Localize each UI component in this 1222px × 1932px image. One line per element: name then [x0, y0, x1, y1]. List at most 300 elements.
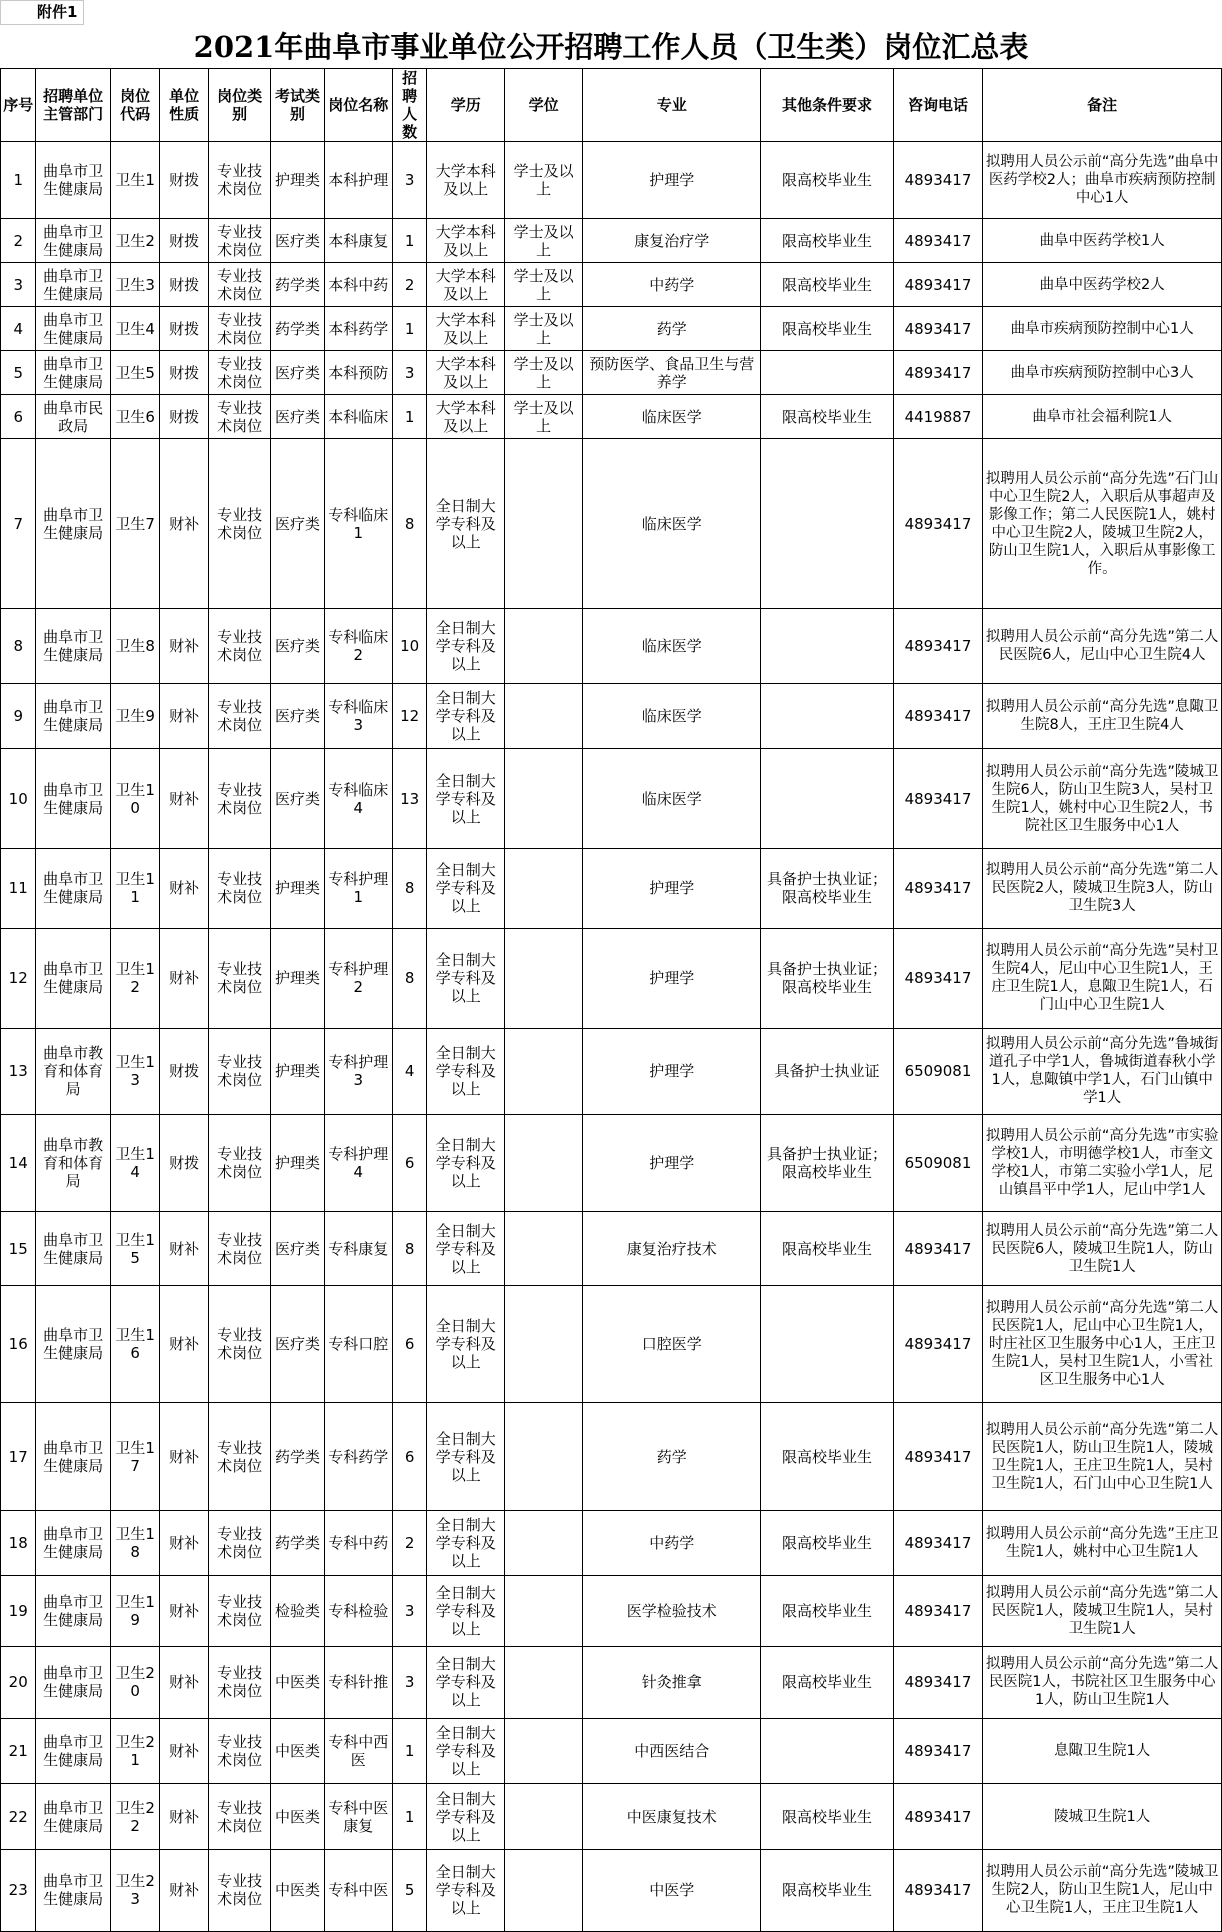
cell-remarks: 拟聘用人员公示前“高分先选”石门山中心卫生院2人，入职后从事超声及影像工作；第二人民医院1人，姚村中心卫生院2人，陵城卫生院2人，防山卫生院1人，入职后从事影像工作。: [983, 439, 1222, 609]
cell-major: 口腔医学: [583, 1286, 761, 1402]
cell-code: 卫生22: [110, 1784, 160, 1849]
cell-post: 本科预防: [324, 351, 392, 395]
cell-remarks: 曲阜市社会福利院1人: [983, 395, 1222, 439]
cell-count: 1: [393, 395, 427, 439]
table-row: [1, 439, 1222, 609]
cell-education: 全日制大学专科及以上: [427, 1784, 505, 1849]
cell-major: 中医学: [583, 1849, 761, 1931]
top-bar: [0, 0, 1222, 25]
cell-count: 8: [393, 849, 427, 929]
cell-code: 卫生5: [110, 351, 160, 395]
cell-education: 全日制大学专科及以上: [427, 749, 505, 849]
cell-nature: 财拨: [160, 142, 208, 219]
cell-index: 5: [1, 351, 36, 395]
cell-dept: 曲阜市教育和体育局: [36, 1028, 110, 1115]
cell-count: 12: [393, 683, 427, 748]
cell-major: 药学: [583, 1402, 761, 1510]
cell-degree: [505, 928, 583, 1028]
table-row: [1, 395, 1222, 439]
cell-degree: [505, 1576, 583, 1646]
cell-degree: [505, 849, 583, 929]
cell-dept: 曲阜市卫生健康局: [36, 1719, 110, 1784]
cell-post: 专科护理1: [324, 849, 392, 929]
page-title: 2021年曲阜市事业单位公开招聘工作人员（卫生类）岗位汇总表: [193, 30, 1029, 64]
cell-phone: 4893417: [893, 1646, 983, 1719]
cell-post: 本科康复: [324, 219, 392, 263]
cell-degree: [505, 1286, 583, 1402]
cell-category: 专业技术岗位: [208, 1211, 271, 1286]
cell-remarks: 曲阜中医药学校1人: [983, 219, 1222, 263]
cell-dept: 曲阜市卫生健康局: [36, 307, 110, 351]
cell-remarks: 拟聘用人员公示前“高分先选”市实验学校1人，市明德学校1人，市奎文学校1人，市第二实验小学1人，尼山镇昌平中学1人，尼山中学1人: [983, 1115, 1222, 1211]
cell-count: 5: [393, 1849, 427, 1931]
cell-category: 专业技术岗位: [208, 928, 271, 1028]
cell-dept: 曲阜市卫生健康局: [36, 1576, 110, 1646]
cell-code: 卫生10: [110, 749, 160, 849]
cell-major: 预防医学、食品卫生与营养学: [583, 351, 761, 395]
cell-remarks: 拟聘用人员公示前“高分先选”第二人民医院1人，防山卫生院1人，陵城卫生院1人，王庄卫生院1人，吴村卫生院1人，石门山中心卫生院1人: [983, 1402, 1222, 1510]
cell-phone: 4893417: [893, 142, 983, 219]
cell-nature: 财拨: [160, 351, 208, 395]
cell-remarks: 拟聘用人员公示前“高分先选”第二人民医院6人，陵城卫生院1人，防山卫生院1人: [983, 1211, 1222, 1286]
cell-education: 全日制大学专科及以上: [427, 1511, 505, 1576]
table-row: [1, 142, 1222, 219]
table-row: [1, 1646, 1222, 1719]
cell-count: 13: [393, 749, 427, 849]
cell-post: 专科护理3: [324, 1028, 392, 1115]
cell-code: 卫生23: [110, 1849, 160, 1931]
cell-education: 大学本科及以上: [427, 142, 505, 219]
cell-dept: 曲阜市卫生健康局: [36, 1402, 110, 1510]
cell-phone: 4893417: [893, 1719, 983, 1784]
cell-category: 专业技术岗位: [208, 1402, 271, 1510]
cell-exam: 医疗类: [271, 683, 324, 748]
cell-dept: 曲阜市卫生健康局: [36, 1511, 110, 1576]
cell-index: 22: [1, 1784, 36, 1849]
cell-major: 中药学: [583, 263, 761, 307]
cell-education: 全日制大学专科及以上: [427, 1028, 505, 1115]
cell-remarks: 拟聘用人员公示前“高分先选”鲁城街道孔子中学1人，鲁城街道春秋小学1人，息陬镇中学1人，石门山镇中学1人: [983, 1028, 1222, 1115]
table-row: [1, 351, 1222, 395]
cell-dept: 曲阜市民政局: [36, 395, 110, 439]
cell-index: 1: [1, 142, 36, 219]
cell-major: 中医康复技术: [583, 1784, 761, 1849]
cell-code: 卫生1: [110, 142, 160, 219]
cell-post: 专科药学: [324, 1402, 392, 1510]
cell-index: 10: [1, 749, 36, 849]
cell-conditions: 限高校毕业生: [761, 1849, 893, 1931]
cell-phone: 4893417: [893, 1849, 983, 1931]
cell-remarks: 息陬卫生院1人: [983, 1719, 1222, 1784]
table-row: [1, 849, 1222, 929]
cell-category: 专业技术岗位: [208, 307, 271, 351]
positions-table: [0, 68, 1222, 1932]
cell-code: 卫生7: [110, 439, 160, 609]
cell-category: 专业技术岗位: [208, 1286, 271, 1402]
cell-exam: 医疗类: [271, 749, 324, 849]
cell-conditions: 具备护士执业证；限高校毕业生: [761, 849, 893, 929]
cell-degree: [505, 1402, 583, 1510]
cell-count: 6: [393, 1115, 427, 1211]
cell-post: 专科中医康复: [324, 1784, 392, 1849]
cell-code: 卫生17: [110, 1402, 160, 1510]
cell-education: 全日制大学专科及以上: [427, 849, 505, 929]
cell-conditions: 限高校毕业生: [761, 395, 893, 439]
cell-remarks: 拟聘用人员公示前“高分先选”息陬卫生院8人，王庄卫生院4人: [983, 683, 1222, 748]
cell-remarks: 拟聘用人员公示前“高分先选”陵城卫生院2人，防山卫生院1人，尼山中心卫生院1人，王庄卫生院1人: [983, 1849, 1222, 1931]
cell-nature: 财补: [160, 1784, 208, 1849]
cell-remarks: 曲阜市疾病预防控制中心3人: [983, 351, 1222, 395]
cell-conditions: 限高校毕业生: [761, 1784, 893, 1849]
cell-degree: [505, 1719, 583, 1784]
cell-post: 专科针推: [324, 1646, 392, 1719]
cell-nature: 财补: [160, 609, 208, 684]
cell-index: 20: [1, 1646, 36, 1719]
cell-phone: 4893417: [893, 1576, 983, 1646]
cell-exam: 医疗类: [271, 439, 324, 609]
cell-index: 14: [1, 1115, 36, 1211]
cell-education: 全日制大学专科及以上: [427, 1286, 505, 1402]
cell-education: 大学本科及以上: [427, 395, 505, 439]
cell-dept: 曲阜市卫生健康局: [36, 1784, 110, 1849]
cell-nature: 财补: [160, 439, 208, 609]
cell-category: 专业技术岗位: [208, 1784, 271, 1849]
cell-nature: 财拨: [160, 263, 208, 307]
cell-code: 卫生20: [110, 1646, 160, 1719]
cell-exam: 护理类: [271, 142, 324, 219]
table-row: [1, 683, 1222, 748]
cell-phone: 4893417: [893, 1511, 983, 1576]
cell-category: 专业技术岗位: [208, 1115, 271, 1211]
cell-exam: 医疗类: [271, 609, 324, 684]
cell-index: 12: [1, 928, 36, 1028]
cell-exam: 护理类: [271, 1115, 324, 1211]
cell-remarks: 拟聘用人员公示前“高分先选”第二人民医院1人，尼山中心卫生院1人，时庄社区卫生服务中心1人，王庄卫生院1人，吴村卫生院1人，小雪社区卫生服务中心1人: [983, 1286, 1222, 1402]
cell-count: 1: [393, 219, 427, 263]
cell-code: 卫生9: [110, 683, 160, 748]
cell-index: 3: [1, 263, 36, 307]
table-row: [1, 609, 1222, 684]
cell-dept: 曲阜市卫生健康局: [36, 1849, 110, 1931]
cell-exam: 护理类: [271, 1028, 324, 1115]
cell-nature: 财补: [160, 1576, 208, 1646]
cell-education: 大学本科及以上: [427, 263, 505, 307]
cell-category: 专业技术岗位: [208, 351, 271, 395]
cell-count: 1: [393, 1719, 427, 1784]
cell-nature: 财补: [160, 1286, 208, 1402]
table-row: [1, 1402, 1222, 1510]
cell-phone: 6509081: [893, 1028, 983, 1115]
cell-major: 临床医学: [583, 395, 761, 439]
cell-degree: [505, 1211, 583, 1286]
cell-category: 专业技术岗位: [208, 263, 271, 307]
cell-phone: 6509081: [893, 1115, 983, 1211]
cell-exam: 医疗类: [271, 395, 324, 439]
table-row: [1, 307, 1222, 351]
cell-conditions: [761, 1719, 893, 1784]
cell-count: 3: [393, 142, 427, 219]
cell-code: 卫生15: [110, 1211, 160, 1286]
cell-education: 全日制大学专科及以上: [427, 1849, 505, 1931]
cell-category: 专业技术岗位: [208, 683, 271, 748]
cell-conditions: 限高校毕业生: [761, 219, 893, 263]
cell-remarks: 拟聘用人员公示前“高分先选”第二人民医院1人，陵城卫生院1人，吴村卫生院1人: [983, 1576, 1222, 1646]
cell-major: 临床医学: [583, 683, 761, 748]
cell-major: 护理学: [583, 849, 761, 929]
cell-index: 11: [1, 849, 36, 929]
cell-major: 护理学: [583, 1115, 761, 1211]
table-row: [1, 749, 1222, 849]
cell-phone: 4893417: [893, 439, 983, 609]
cell-exam: 医疗类: [271, 1286, 324, 1402]
cell-dept: 曲阜市教育和体育局: [36, 1115, 110, 1211]
cell-degree: 学士及以上: [505, 351, 583, 395]
cell-index: 18: [1, 1511, 36, 1576]
cell-conditions: 限高校毕业生: [761, 1211, 893, 1286]
cell-category: 专业技术岗位: [208, 749, 271, 849]
cell-count: 6: [393, 1286, 427, 1402]
cell-count: 2: [393, 1511, 427, 1576]
cell-exam: 检验类: [271, 1576, 324, 1646]
cell-degree: [505, 1115, 583, 1211]
cell-code: 卫生18: [110, 1511, 160, 1576]
cell-exam: 中医类: [271, 1784, 324, 1849]
cell-exam: 药学类: [271, 263, 324, 307]
cell-degree: [505, 1511, 583, 1576]
cell-nature: 财拨: [160, 1115, 208, 1211]
cell-remarks: 拟聘用人员公示前“高分先选”曲阜中医药学校2人；曲阜市疾病预防控制中心1人: [983, 142, 1222, 219]
cell-phone: 4893417: [893, 263, 983, 307]
cell-category: 专业技术岗位: [208, 609, 271, 684]
cell-degree: [505, 1784, 583, 1849]
cell-phone: 4893417: [893, 351, 983, 395]
cell-nature: 财补: [160, 1402, 208, 1510]
cell-conditions: [761, 609, 893, 684]
cell-dept: 曲阜市卫生健康局: [36, 609, 110, 684]
cell-post: 专科口腔: [324, 1286, 392, 1402]
cell-nature: 财拨: [160, 395, 208, 439]
cell-code: 卫生2: [110, 219, 160, 263]
cell-phone: 4893417: [893, 1211, 983, 1286]
cell-code: 卫生14: [110, 1115, 160, 1211]
cell-degree: [505, 749, 583, 849]
cell-category: 专业技术岗位: [208, 395, 271, 439]
cell-post: 专科中医: [324, 1849, 392, 1931]
cell-education: 全日制大学专科及以上: [427, 928, 505, 1028]
cell-count: 1: [393, 307, 427, 351]
cell-post: 专科中西医: [324, 1719, 392, 1784]
cell-index: 17: [1, 1402, 36, 1510]
cell-conditions: 限高校毕业生: [761, 263, 893, 307]
cell-category: 专业技术岗位: [208, 439, 271, 609]
cell-category: 专业技术岗位: [208, 1719, 271, 1784]
cell-count: 10: [393, 609, 427, 684]
cell-remarks: 曲阜市疾病预防控制中心1人: [983, 307, 1222, 351]
cell-nature: 财拨: [160, 307, 208, 351]
cell-major: 护理学: [583, 142, 761, 219]
cell-code: 卫生4: [110, 307, 160, 351]
cell-code: 卫生21: [110, 1719, 160, 1784]
cell-post: 专科检验: [324, 1576, 392, 1646]
cell-major: 针灸推拿: [583, 1646, 761, 1719]
cell-phone: 4893417: [893, 609, 983, 684]
cell-conditions: 限高校毕业生: [761, 1402, 893, 1510]
header-col-education: 学历: [427, 69, 505, 142]
cell-education: 大学本科及以上: [427, 307, 505, 351]
cell-phone: 4893417: [893, 1286, 983, 1402]
cell-remarks: 拟聘用人员公示前“高分先选”吴村卫生院4人，尼山中心卫生院1人，王庄卫生院1人，息陬卫生院1人，石门山中心卫生院1人: [983, 928, 1222, 1028]
cell-code: 卫生19: [110, 1576, 160, 1646]
cell-count: 3: [393, 1646, 427, 1719]
cell-degree: [505, 1849, 583, 1931]
cell-index: 19: [1, 1576, 36, 1646]
cell-post: 专科临床2: [324, 609, 392, 684]
cell-count: 6: [393, 1402, 427, 1510]
cell-conditions: [761, 439, 893, 609]
cell-conditions: [761, 351, 893, 395]
cell-dept: 曲阜市卫生健康局: [36, 263, 110, 307]
cell-dept: 曲阜市卫生健康局: [36, 1211, 110, 1286]
cell-category: 专业技术岗位: [208, 1849, 271, 1931]
cell-education: 全日制大学专科及以上: [427, 1576, 505, 1646]
cell-degree: 学士及以上: [505, 307, 583, 351]
cell-post: 专科康复: [324, 1211, 392, 1286]
cell-remarks: 拟聘用人员公示前“高分先选”第二人民医院6人，尼山中心卫生院4人: [983, 609, 1222, 684]
cell-remarks: 拟聘用人员公示前“高分先选”王庄卫生院1人，姚村中心卫生院1人: [983, 1511, 1222, 1576]
cell-count: 8: [393, 1211, 427, 1286]
cell-major: 康复治疗技术: [583, 1211, 761, 1286]
cell-code: 卫生8: [110, 609, 160, 684]
cell-nature: 财补: [160, 849, 208, 929]
cell-remarks: 拟聘用人员公示前“高分先选”第二人民医院1人，书院社区卫生服务中心1人，防山卫生院1人: [983, 1646, 1222, 1719]
cell-phone: 4893417: [893, 1402, 983, 1510]
table-row: [1, 219, 1222, 263]
cell-major: 中药学: [583, 1511, 761, 1576]
cell-remarks: 拟聘用人员公示前“高分先选”陵城卫生院6人，防山卫生院3人，吴村卫生院1人，姚村中心卫生院2人，书院社区卫生服务中心1人: [983, 749, 1222, 849]
cell-conditions: [761, 683, 893, 748]
cell-conditions: 限高校毕业生: [761, 307, 893, 351]
cell-phone: 4893417: [893, 219, 983, 263]
cell-education: 大学本科及以上: [427, 351, 505, 395]
cell-conditions: [761, 749, 893, 849]
cell-conditions: 限高校毕业生: [761, 1576, 893, 1646]
cell-dept: 曲阜市卫生健康局: [36, 1646, 110, 1719]
cell-nature: 财补: [160, 1211, 208, 1286]
cell-phone: 4893417: [893, 683, 983, 748]
table-header-row: [1, 69, 1222, 142]
table-row: [1, 1286, 1222, 1402]
cell-major: 临床医学: [583, 439, 761, 609]
cell-exam: 护理类: [271, 849, 324, 929]
cell-phone: 4893417: [893, 928, 983, 1028]
cell-remarks: 曲阜中医药学校2人: [983, 263, 1222, 307]
cell-degree: 学士及以上: [505, 395, 583, 439]
cell-post: 专科临床1: [324, 439, 392, 609]
cell-phone: 4893417: [893, 307, 983, 351]
cell-post: 本科临床: [324, 395, 392, 439]
cell-major: 医学检验技术: [583, 1576, 761, 1646]
cell-exam: 药学类: [271, 1511, 324, 1576]
cell-nature: 财补: [160, 1719, 208, 1784]
cell-index: 9: [1, 683, 36, 748]
cell-index: 8: [1, 609, 36, 684]
header-col-conditions: 其他条件要求: [761, 69, 893, 142]
cell-exam: 中医类: [271, 1646, 324, 1719]
cell-count: 3: [393, 351, 427, 395]
cell-major: 临床医学: [583, 609, 761, 684]
cell-nature: 财补: [160, 683, 208, 748]
table-row: [1, 928, 1222, 1028]
cell-remarks: 拟聘用人员公示前“高分先选”第二人民医院2人，陵城卫生院3人，防山卫生院3人: [983, 849, 1222, 929]
cell-dept: 曲阜市卫生健康局: [36, 351, 110, 395]
cell-conditions: [761, 1286, 893, 1402]
header-col-exam: 考试类别: [271, 69, 324, 142]
cell-nature: 财补: [160, 1849, 208, 1931]
cell-index: 13: [1, 1028, 36, 1115]
cell-code: 卫生3: [110, 263, 160, 307]
header-col-phone: 咨询电话: [893, 69, 983, 142]
cell-conditions: 限高校毕业生: [761, 1511, 893, 1576]
cell-degree: 学士及以上: [505, 219, 583, 263]
cell-major: 临床医学: [583, 749, 761, 849]
header-col-category: 岗位类别: [208, 69, 271, 142]
cell-dept: 曲阜市卫生健康局: [36, 142, 110, 219]
cell-dept: 曲阜市卫生健康局: [36, 1286, 110, 1402]
cell-post: 专科临床4: [324, 749, 392, 849]
cell-post: 本科护理: [324, 142, 392, 219]
header-col-count: 招聘人数: [393, 69, 427, 142]
cell-exam: 中医类: [271, 1849, 324, 1931]
table-row: [1, 1028, 1222, 1115]
cell-conditions: 具备护士执业证；限高校毕业生: [761, 928, 893, 1028]
cell-count: 1: [393, 1784, 427, 1849]
table-row: [1, 263, 1222, 307]
cell-degree: [505, 1646, 583, 1719]
cell-phone: 4419887: [893, 395, 983, 439]
cell-nature: 财补: [160, 928, 208, 1028]
cell-phone: 4893417: [893, 1784, 983, 1849]
header-col-major: 专业: [583, 69, 761, 142]
cell-education: 全日制大学专科及以上: [427, 439, 505, 609]
cell-conditions: 限高校毕业生: [761, 1646, 893, 1719]
cell-category: 专业技术岗位: [208, 219, 271, 263]
cell-count: 8: [393, 439, 427, 609]
table-row: [1, 1115, 1222, 1211]
table-row: [1, 1211, 1222, 1286]
cell-dept: 曲阜市卫生健康局: [36, 849, 110, 929]
cell-remarks: 陵城卫生院1人: [983, 1784, 1222, 1849]
cell-education: 全日制大学专科及以上: [427, 609, 505, 684]
cell-post: 专科护理4: [324, 1115, 392, 1211]
cell-phone: 4893417: [893, 849, 983, 929]
cell-education: 全日制大学专科及以上: [427, 1402, 505, 1510]
cell-post: 专科临床3: [324, 683, 392, 748]
cell-category: 专业技术岗位: [208, 1576, 271, 1646]
attachment-label: 附件1: [0, 0, 84, 25]
cell-category: 专业技术岗位: [208, 142, 271, 219]
cell-nature: 财拨: [160, 1028, 208, 1115]
cell-code: 卫生13: [110, 1028, 160, 1115]
cell-conditions: 限高校毕业生: [761, 142, 893, 219]
cell-count: 4: [393, 1028, 427, 1115]
cell-index: 4: [1, 307, 36, 351]
cell-exam: 药学类: [271, 307, 324, 351]
cell-exam: 中医类: [271, 1719, 324, 1784]
cell-index: 21: [1, 1719, 36, 1784]
header-col-code: 岗位代码: [110, 69, 160, 142]
table-row: [1, 1576, 1222, 1646]
cell-degree: [505, 439, 583, 609]
